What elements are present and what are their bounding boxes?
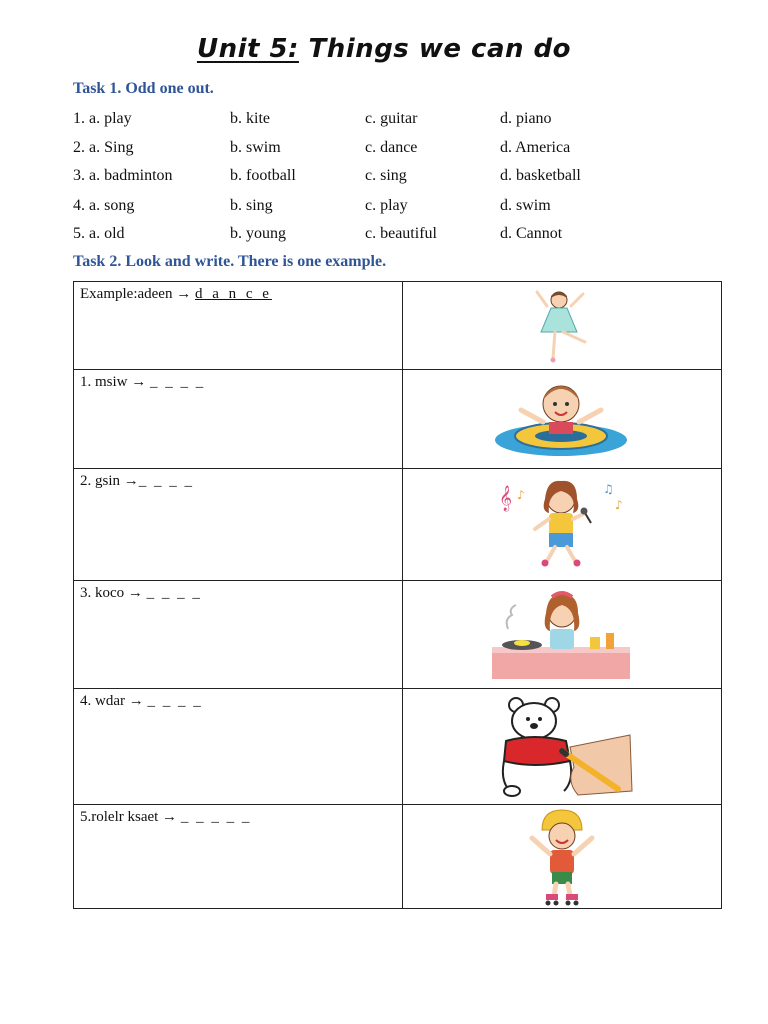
odd-one-out-row <box>73 225 673 247</box>
table-row <box>74 805 722 909</box>
answer-blank: _ _ _ _ _ <box>180 809 252 825</box>
picture-cell <box>403 805 722 909</box>
picture-cell <box>403 469 722 581</box>
option: 4. a. song <box>73 197 135 214</box>
svg-text:♪: ♪ <box>517 488 525 502</box>
answer-blank: _ _ _ _ <box>138 473 195 489</box>
picture-cell <box>403 370 722 469</box>
girl-cooking-icon <box>481 581 641 688</box>
question-text: 1. msiw → <box>80 374 151 390</box>
option: b. sing <box>230 197 273 214</box>
option: 5. a. old <box>73 225 125 242</box>
svg-text:𝄞: 𝄞 <box>499 486 513 511</box>
svg-text:♪: ♪ <box>615 498 623 512</box>
question-cell <box>74 581 403 689</box>
odd-one-out-row <box>73 110 673 132</box>
answer-blank: _ _ _ _ <box>146 585 202 601</box>
question-text: 4. wdar → <box>80 693 148 709</box>
question-text: 2. gsin → <box>80 473 139 489</box>
table-row <box>74 581 722 689</box>
hand-drawing-bear-icon <box>481 689 641 804</box>
option: c. beautiful <box>365 225 437 242</box>
option: d. swim <box>500 197 551 214</box>
title-text: Things we can do <box>298 34 572 64</box>
option: c. guitar <box>365 110 418 127</box>
table-row <box>74 370 722 469</box>
look-and-write-table <box>73 281 722 909</box>
table-row <box>74 469 722 581</box>
example-answer: d a n c e <box>194 286 272 302</box>
option: b. football <box>230 167 296 184</box>
example-prefix: Example:adeen → <box>80 286 195 302</box>
svg-text:♫: ♫ <box>603 482 614 496</box>
page-title <box>0 34 768 64</box>
table-row <box>74 689 722 805</box>
example-cell <box>74 282 403 370</box>
task2-heading: Task 2. Look and write. There is one example. <box>73 253 387 270</box>
question-cell <box>74 805 403 909</box>
question-text: 5.rolelr ksaet → <box>80 809 181 825</box>
picture-cell <box>403 282 722 370</box>
girl-singing-icon <box>481 469 641 580</box>
picture-cell <box>403 581 722 689</box>
option: b. young <box>230 225 286 242</box>
question-cell <box>74 689 403 805</box>
boy-roller-skating-icon <box>481 805 641 908</box>
question-cell <box>74 469 403 581</box>
option: d. basketball <box>500 167 581 184</box>
odd-one-out-row <box>73 167 673 189</box>
option: c. dance <box>365 139 418 156</box>
option: d. America <box>500 139 571 156</box>
question-cell <box>74 370 403 469</box>
option: d. Cannot <box>500 225 563 242</box>
title-unit: Unit 5: <box>196 34 299 64</box>
option: b. kite <box>230 110 270 127</box>
option: 2. a. Sing <box>73 139 134 156</box>
option: 1. a. play <box>73 110 132 127</box>
table-row <box>74 282 722 370</box>
question-text: 3. koco → <box>80 585 147 601</box>
picture-cell <box>403 689 722 805</box>
option: b. swim <box>230 139 281 156</box>
option: c. sing <box>365 167 407 184</box>
option: d. piano <box>500 110 552 127</box>
girl-swimming-icon <box>481 370 641 468</box>
answer-blank: _ _ _ _ <box>150 374 206 390</box>
answer-blank: _ _ _ _ <box>147 693 203 709</box>
task1-heading: Task 1. Odd one out. <box>73 80 214 97</box>
option: c. play <box>365 197 408 214</box>
option: 3. a. badminton <box>73 167 173 184</box>
ballet-dancer-icon <box>481 282 641 369</box>
odd-one-out-row <box>73 139 673 161</box>
odd-one-out-row <box>73 197 673 219</box>
